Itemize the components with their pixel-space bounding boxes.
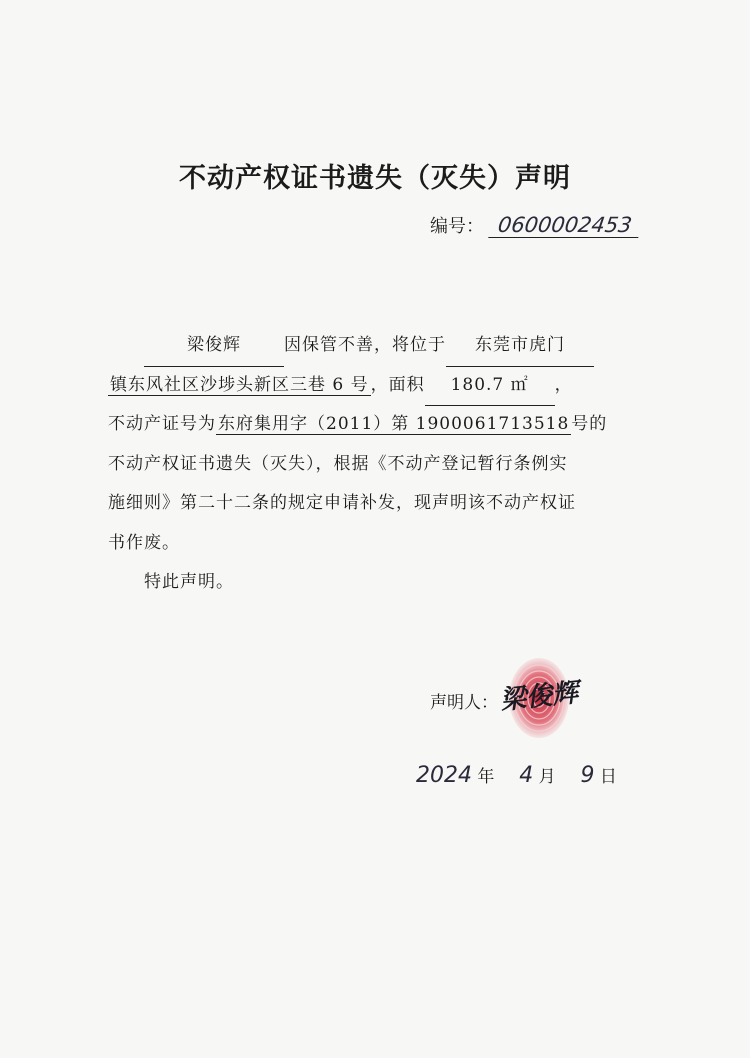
statement-line-1: [108, 326, 648, 366]
statement-line-6: 书作废。: [108, 532, 180, 553]
date-year-unit: 年: [477, 767, 495, 787]
area-value: 180.7 ㎡: [425, 366, 555, 407]
date-day-unit: 日: [599, 767, 617, 787]
date-day: 9: [580, 763, 595, 788]
declaration-date: [416, 762, 617, 788]
date-year: 2024: [416, 763, 472, 788]
statement-line-2: [108, 366, 648, 406]
owner-name: 梁俊辉: [144, 326, 284, 367]
statement-text-3a: 号的: [571, 414, 608, 434]
statement-body: [108, 326, 648, 603]
closing-line: [108, 563, 648, 603]
statement-line-5: 施细则》第二十二条的规定申请补发，现声明该不动产权证: [108, 493, 576, 513]
number-label: 编号：: [430, 216, 484, 237]
cert-label: 不动产证号为: [108, 414, 216, 434]
declarant-label: 声明人：: [430, 693, 498, 713]
area-comma: ，: [554, 374, 573, 395]
date-month-unit: 月: [538, 767, 556, 787]
area-label: ，面积: [370, 374, 425, 395]
number-value: 0600002453: [488, 213, 641, 238]
document-title: 不动产权证书遗失（灭失）声明: [179, 163, 571, 194]
date-month: 4: [519, 763, 534, 788]
document-number-line: [430, 212, 639, 238]
declarant-signature: 梁俊辉: [498, 677, 580, 716]
location-part-1: 东莞市虎门: [446, 326, 594, 367]
statement-text-1: 因保管不善，将位于: [284, 335, 446, 355]
location-part-2: 镇东风社区沙埗头新区三巷 6 号: [110, 374, 369, 395]
statement-line-3: [108, 405, 648, 445]
closing-text: 特此声明。: [144, 572, 234, 592]
cert-number: 东府集用字（2011）第 1900061713518: [218, 414, 570, 434]
statement-line-4: 不动产权证书遗失（灭失），根据《不动产登记暂行条例实: [108, 453, 568, 474]
